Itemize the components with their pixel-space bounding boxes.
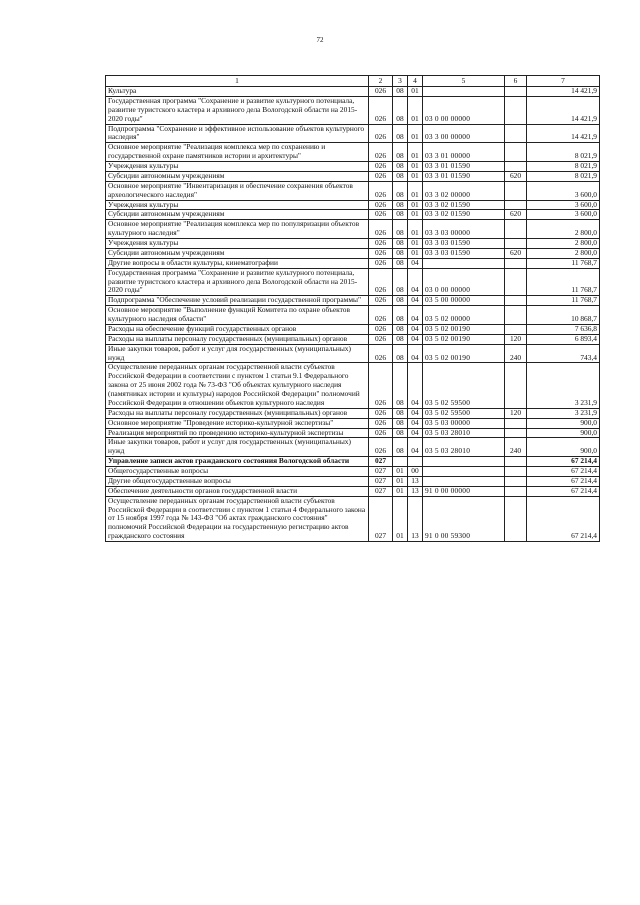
target-article-code: 03 0 00 00000 xyxy=(423,268,505,296)
subsection-code: 01 xyxy=(408,162,423,172)
row-name: Учреждения культуры xyxy=(106,200,369,210)
table-row xyxy=(106,467,600,477)
section-code: 08 xyxy=(393,334,408,344)
row-name: Реализация мероприятий по проведению историко-культурной экспертизы xyxy=(106,428,369,438)
expense-type-code xyxy=(505,87,527,97)
subsection-code: 01 xyxy=(408,220,423,239)
admin-code: 026 xyxy=(369,162,393,172)
row-name: Осуществление переданных органам государственной власти субъектов Российской Федерации в соответствии с пунктом 1 статьи 9.1 Федерального закона от 25 июня 2002 года № 73-ФЗ "Об объектах культурного наследия (памятниках истории и культуры) народов Российской Федерации" полномочий Российской Федерации в отношении объектов культурного наследия xyxy=(106,363,369,408)
table-row xyxy=(106,162,600,172)
table-row xyxy=(106,124,600,143)
target-article-code: 03 3 01 01590 xyxy=(423,171,505,181)
subsection-code: 04 xyxy=(408,408,423,418)
amount: 14 421,9 xyxy=(527,96,600,124)
admin-code: 026 xyxy=(369,306,393,325)
column-number: 1 xyxy=(106,76,369,87)
expense-type-code: 620 xyxy=(505,248,527,258)
row-name: Расходы на выплаты персоналу государственных (муниципальных) органов xyxy=(106,334,369,344)
target-article-code xyxy=(423,87,505,97)
subsection-code: 01 xyxy=(408,239,423,249)
admin-code: 026 xyxy=(369,96,393,124)
amount: 900,0 xyxy=(527,438,600,457)
amount: 11 768,7 xyxy=(527,296,600,306)
expense-type-code: 240 xyxy=(505,344,527,363)
target-article-code: 91 0 00 00000 xyxy=(423,486,505,496)
subsection-code: 01 xyxy=(408,181,423,200)
row-name: Другие общегосударственные вопросы xyxy=(106,476,369,486)
admin-code: 026 xyxy=(369,200,393,210)
admin-code: 026 xyxy=(369,363,393,408)
table-row xyxy=(106,171,600,181)
subsection-code: 01 xyxy=(408,96,423,124)
subsection-code: 13 xyxy=(408,476,423,486)
admin-code: 026 xyxy=(369,171,393,181)
table-row xyxy=(106,363,600,408)
admin-code: 026 xyxy=(369,334,393,344)
table-row xyxy=(106,486,600,496)
amount: 3 231,9 xyxy=(527,408,600,418)
table-row xyxy=(106,476,600,486)
target-article-code: 03 3 03 01590 xyxy=(423,239,505,249)
table-row xyxy=(106,181,600,200)
table-row xyxy=(106,334,600,344)
amount: 10 868,7 xyxy=(527,306,600,325)
target-article-code: 03 5 03 28010 xyxy=(423,428,505,438)
subsection-code: 04 xyxy=(408,258,423,268)
amount: 6 893,4 xyxy=(527,334,600,344)
target-article-code: 03 5 02 59500 xyxy=(423,408,505,418)
budget-table xyxy=(105,75,600,542)
amount: 14 421,9 xyxy=(527,124,600,143)
target-article-code: 03 5 00 00000 xyxy=(423,296,505,306)
column-number: 2 xyxy=(369,76,393,87)
table-row xyxy=(106,457,600,467)
target-article-code: 03 5 02 00190 xyxy=(423,334,505,344)
row-name: Государственная программа "Сохранение и развитие культурного потенциала, развитие туристского кластера и архивного дела Вологодской области на 2015-2020 годы" xyxy=(106,96,369,124)
section-code: 08 xyxy=(393,306,408,325)
expense-type-code xyxy=(505,457,527,467)
target-article-code: 03 3 01 00000 xyxy=(423,143,505,162)
row-name: Обеспечение деятельности органов государственной власти xyxy=(106,486,369,496)
expense-type-code xyxy=(505,268,527,296)
admin-code: 026 xyxy=(369,87,393,97)
expense-type-code xyxy=(505,143,527,162)
row-name: Иные закупки товаров, работ и услуг для государственных (муниципальных) нужд xyxy=(106,438,369,457)
subsection-code: 01 xyxy=(408,200,423,210)
subsection-code: 04 xyxy=(408,268,423,296)
section-code: 01 xyxy=(393,486,408,496)
section-code: 08 xyxy=(393,96,408,124)
expense-type-code xyxy=(505,324,527,334)
expense-type-code xyxy=(505,96,527,124)
column-number: 3 xyxy=(393,76,408,87)
table-row xyxy=(106,210,600,220)
table-row xyxy=(106,344,600,363)
amount: 2 800,0 xyxy=(527,220,600,239)
table-row xyxy=(106,87,600,97)
amount: 67 214,4 xyxy=(527,496,600,541)
column-number-row xyxy=(106,76,600,87)
amount: 67 214,4 xyxy=(527,457,600,467)
admin-code: 026 xyxy=(369,143,393,162)
section-code: 08 xyxy=(393,181,408,200)
column-number: 7 xyxy=(527,76,600,87)
column-number: 5 xyxy=(423,76,505,87)
section-code: 08 xyxy=(393,210,408,220)
row-name: Общегосударственные вопросы xyxy=(106,467,369,477)
admin-code: 026 xyxy=(369,438,393,457)
expense-type-code xyxy=(505,306,527,325)
admin-code: 026 xyxy=(369,124,393,143)
row-name: Подпрограмма "Сохранение и эффективное использование объектов культурного наследия" xyxy=(106,124,369,143)
amount: 3 231,9 xyxy=(527,363,600,408)
row-name: Основное мероприятие "Проведение историко-культурной экспертизы" xyxy=(106,418,369,428)
amount: 14 421,9 xyxy=(527,87,600,97)
admin-code: 026 xyxy=(369,408,393,418)
expense-type-code xyxy=(505,124,527,143)
expense-type-code xyxy=(505,200,527,210)
admin-code: 026 xyxy=(369,428,393,438)
section-code: 08 xyxy=(393,438,408,457)
admin-code: 026 xyxy=(369,239,393,249)
expense-type-code xyxy=(505,486,527,496)
subsection-code xyxy=(408,457,423,467)
subsection-code: 13 xyxy=(408,496,423,541)
section-code: 08 xyxy=(393,87,408,97)
amount: 8 021,9 xyxy=(527,162,600,172)
amount: 900,0 xyxy=(527,418,600,428)
section-code: 08 xyxy=(393,363,408,408)
expense-type-code xyxy=(505,162,527,172)
amount: 3 600,0 xyxy=(527,181,600,200)
section-code: 08 xyxy=(393,296,408,306)
expense-type-code xyxy=(505,258,527,268)
subsection-code: 04 xyxy=(408,438,423,457)
expense-type-code xyxy=(505,181,527,200)
admin-code: 026 xyxy=(369,248,393,258)
amount: 67 214,4 xyxy=(527,467,600,477)
row-name: Учреждения культуры xyxy=(106,162,369,172)
admin-code: 026 xyxy=(369,210,393,220)
subsection-code: 01 xyxy=(408,210,423,220)
table-row xyxy=(106,268,600,296)
admin-code: 026 xyxy=(369,418,393,428)
table-row xyxy=(106,324,600,334)
table-row xyxy=(106,248,600,258)
amount: 11 768,7 xyxy=(527,268,600,296)
subsection-code: 01 xyxy=(408,248,423,258)
row-name: Управление записи актов гражданского состояния Вологодской области xyxy=(106,457,369,467)
admin-code: 026 xyxy=(369,268,393,296)
subsection-code: 04 xyxy=(408,363,423,408)
table-row xyxy=(106,496,600,541)
expense-type-code: 240 xyxy=(505,438,527,457)
target-article-code: 03 0 00 00000 xyxy=(423,96,505,124)
admin-code: 027 xyxy=(369,496,393,541)
amount: 743,4 xyxy=(527,344,600,363)
target-article-code: 03 3 00 00000 xyxy=(423,124,505,143)
expense-type-code xyxy=(505,418,527,428)
expense-type-code xyxy=(505,239,527,249)
section-code: 08 xyxy=(393,418,408,428)
section-code: 08 xyxy=(393,239,408,249)
budget-table-body xyxy=(106,76,600,542)
table-row xyxy=(106,428,600,438)
subsection-code: 01 xyxy=(408,124,423,143)
admin-code: 026 xyxy=(369,344,393,363)
target-article-code: 03 3 03 01590 xyxy=(423,248,505,258)
expense-type-code: 620 xyxy=(505,210,527,220)
amount: 8 021,9 xyxy=(527,143,600,162)
section-code: 08 xyxy=(393,220,408,239)
admin-code: 027 xyxy=(369,476,393,486)
section-code: 08 xyxy=(393,258,408,268)
admin-code: 026 xyxy=(369,258,393,268)
column-number: 6 xyxy=(505,76,527,87)
table-row xyxy=(106,418,600,428)
target-article-code: 03 3 02 00000 xyxy=(423,181,505,200)
table-row xyxy=(106,220,600,239)
amount: 7 636,8 xyxy=(527,324,600,334)
table-row xyxy=(106,200,600,210)
target-article-code xyxy=(423,467,505,477)
expense-type-code xyxy=(505,220,527,239)
target-article-code: 03 5 02 00190 xyxy=(423,324,505,334)
section-code: 08 xyxy=(393,428,408,438)
page-number: 72 xyxy=(316,36,324,44)
section-code: 08 xyxy=(393,324,408,334)
section-code xyxy=(393,457,408,467)
subsection-code: 04 xyxy=(408,428,423,438)
table-row xyxy=(106,408,600,418)
amount: 2 800,0 xyxy=(527,248,600,258)
amount: 2 800,0 xyxy=(527,239,600,249)
expense-type-code: 120 xyxy=(505,408,527,418)
row-name: Расходы на обеспечение функций государственных органов xyxy=(106,324,369,334)
amount: 11 768,7 xyxy=(527,258,600,268)
subsection-code: 04 xyxy=(408,306,423,325)
section-code: 08 xyxy=(393,200,408,210)
row-name: Основное мероприятие "Выполнение функций Комитета по охране объектов культурного наследия области" xyxy=(106,306,369,325)
expense-type-code xyxy=(505,428,527,438)
subsection-code: 04 xyxy=(408,418,423,428)
section-code: 01 xyxy=(393,467,408,477)
admin-code: 026 xyxy=(369,220,393,239)
row-name: Основное мероприятие "Инвентаризация и обеспечение сохранения объектов археологического наследия" xyxy=(106,181,369,200)
amount: 3 600,0 xyxy=(527,210,600,220)
target-article-code: 91 0 00 59300 xyxy=(423,496,505,541)
table-row xyxy=(106,258,600,268)
expense-type-code: 120 xyxy=(505,334,527,344)
target-article-code: 03 3 03 00000 xyxy=(423,220,505,239)
row-name: Учреждения культуры xyxy=(106,239,369,249)
row-name: Подпрограмма "Обеспечение условий реализации государственной программы" xyxy=(106,296,369,306)
expense-type-code xyxy=(505,363,527,408)
subsection-code: 04 xyxy=(408,334,423,344)
expense-type-code xyxy=(505,296,527,306)
subsection-code: 04 xyxy=(408,324,423,334)
section-code: 08 xyxy=(393,408,408,418)
expense-type-code xyxy=(505,476,527,486)
row-name: Основное мероприятие "Реализация комплекса мер по сохранению и государственной охране памятников истории и архитектуры" xyxy=(106,143,369,162)
table-row xyxy=(106,296,600,306)
target-article-code: 03 3 02 01590 xyxy=(423,200,505,210)
target-article-code: 03 3 02 01590 xyxy=(423,210,505,220)
admin-code: 026 xyxy=(369,324,393,334)
target-article-code: 03 5 02 59500 xyxy=(423,363,505,408)
section-code: 01 xyxy=(393,496,408,541)
amount: 67 214,4 xyxy=(527,486,600,496)
target-article-code: 03 5 02 00190 xyxy=(423,344,505,363)
table-row xyxy=(106,438,600,457)
section-code: 08 xyxy=(393,143,408,162)
target-article-code: 03 5 03 00000 xyxy=(423,418,505,428)
section-code: 08 xyxy=(393,171,408,181)
target-article-code xyxy=(423,258,505,268)
amount: 3 600,0 xyxy=(527,200,600,210)
target-article-code: 03 3 01 01590 xyxy=(423,162,505,172)
target-article-code xyxy=(423,476,505,486)
row-name: Государственная программа "Сохранение и развитие культурного потенциала, развитие туристского кластера и архивного дела Вологодской области на 2015-2020 годы" xyxy=(106,268,369,296)
expense-type-code xyxy=(505,467,527,477)
row-name: Культура xyxy=(106,87,369,97)
expense-type-code xyxy=(505,496,527,541)
table-row xyxy=(106,306,600,325)
table-row xyxy=(106,239,600,249)
expense-type-code: 620 xyxy=(505,171,527,181)
target-article-code: 03 5 02 00000 xyxy=(423,306,505,325)
table-row xyxy=(106,143,600,162)
row-name: Субсидии автономным учреждениям xyxy=(106,210,369,220)
amount: 900,0 xyxy=(527,428,600,438)
amount: 67 214,4 xyxy=(527,476,600,486)
section-code: 08 xyxy=(393,248,408,258)
amount: 8 021,9 xyxy=(527,171,600,181)
column-number: 4 xyxy=(408,76,423,87)
subsection-code: 04 xyxy=(408,344,423,363)
subsection-code: 13 xyxy=(408,486,423,496)
subsection-code: 01 xyxy=(408,171,423,181)
row-name: Расходы на выплаты персоналу государственных (муниципальных) органов xyxy=(106,408,369,418)
target-article-code: 03 5 03 28010 xyxy=(423,438,505,457)
subsection-code: 00 xyxy=(408,467,423,477)
section-code: 08 xyxy=(393,268,408,296)
section-code: 01 xyxy=(393,476,408,486)
row-name: Субсидии автономным учреждениям xyxy=(106,171,369,181)
row-name: Основное мероприятие "Реализация комплекса мер по популяризации объектов культурного наследия" xyxy=(106,220,369,239)
row-name: Иные закупки товаров, работ и услуг для государственных (муниципальных) нужд xyxy=(106,344,369,363)
row-name: Субсидии автономным учреждениям xyxy=(106,248,369,258)
admin-code: 027 xyxy=(369,457,393,467)
section-code: 08 xyxy=(393,124,408,143)
section-code: 08 xyxy=(393,344,408,363)
admin-code: 026 xyxy=(369,181,393,200)
subsection-code: 01 xyxy=(408,143,423,162)
subsection-code: 04 xyxy=(408,296,423,306)
admin-code: 027 xyxy=(369,467,393,477)
admin-code: 027 xyxy=(369,486,393,496)
row-name: Осуществление переданных органам государственной власти субъектов Российской Федерации в соответствии с пунктом 1 статьи 4 Федерального закона от 15 ноября 1997 года № 143-ФЗ "Об актах гражданского состояния" полномочий Российской Федерации на государственную регистрацию актов гражданского состояния xyxy=(106,496,369,541)
subsection-code: 01 xyxy=(408,87,423,97)
admin-code: 026 xyxy=(369,296,393,306)
target-article-code xyxy=(423,457,505,467)
section-code: 08 xyxy=(393,162,408,172)
row-name: Другие вопросы в области культуры, кинематографии xyxy=(106,258,369,268)
table-row xyxy=(106,96,600,124)
